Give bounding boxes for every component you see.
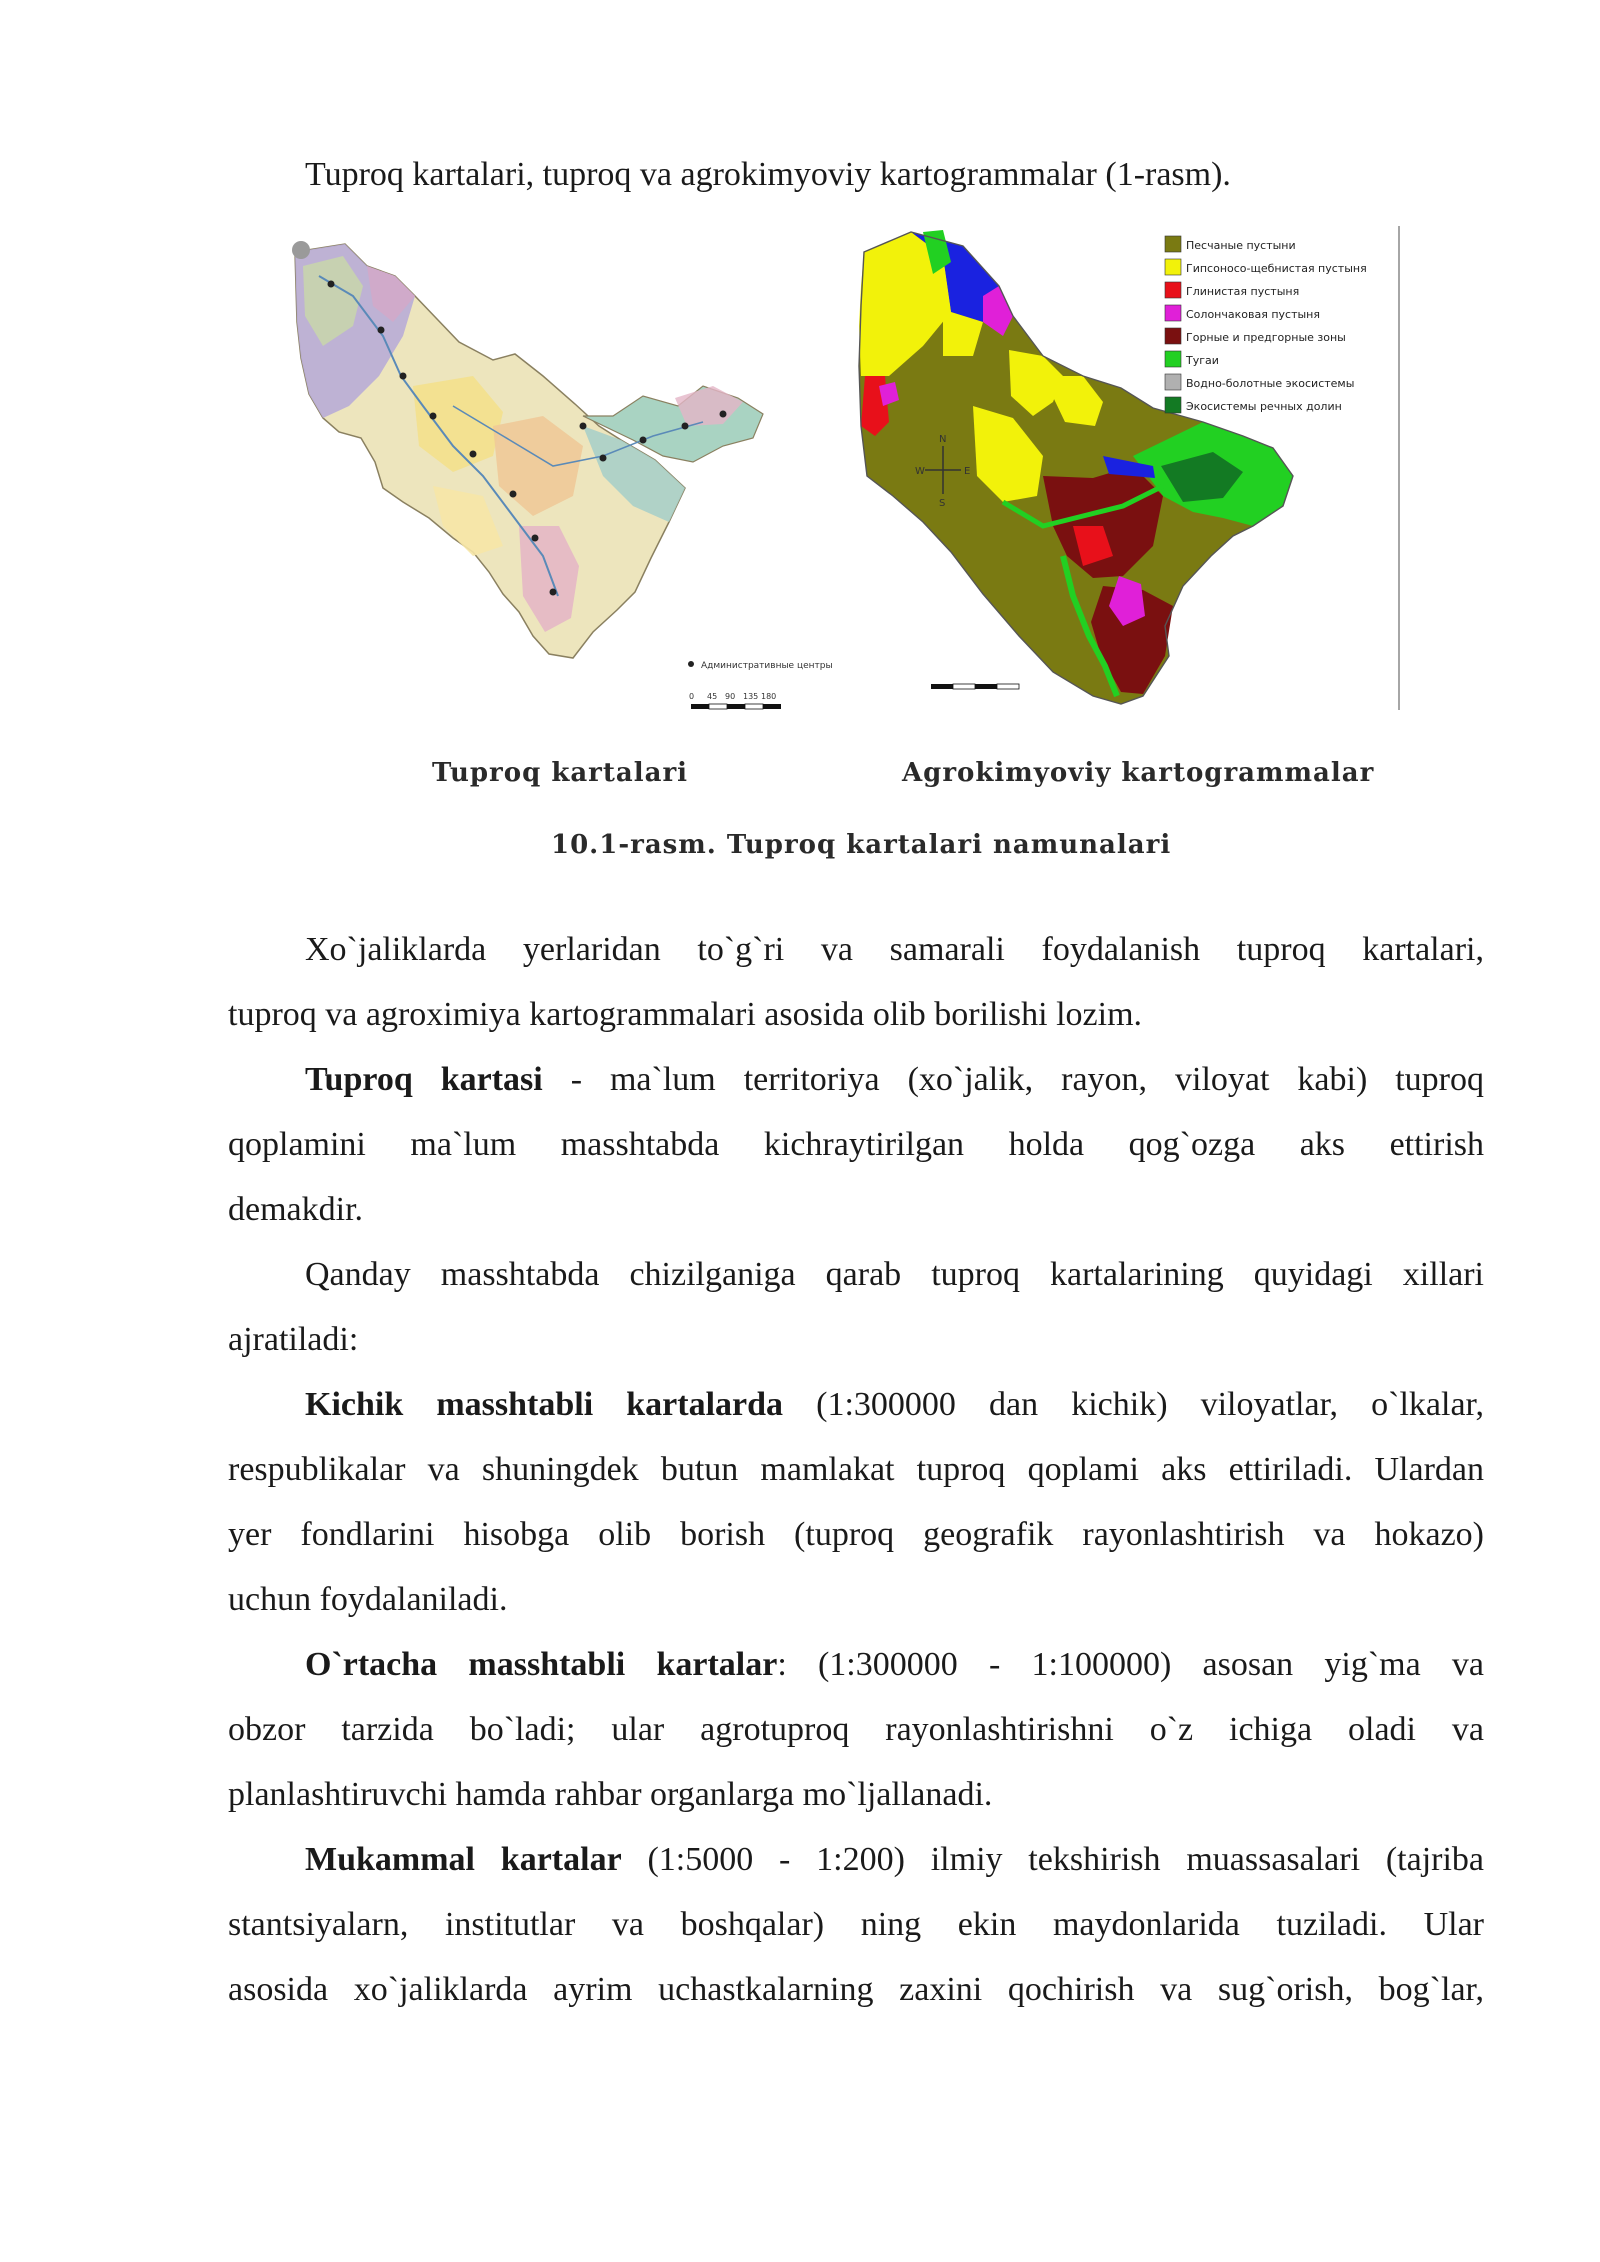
paragraph-3-line-1: Qanday masshtabda chizilganiga qarab tuproq kartalarining quyidagi xillari (305, 1256, 1484, 1293)
paragraph-6-line-1: Mukammal kartalar (1:5000 - 1:200) ilmiy tekshirish muassasalari (tajriba (305, 1841, 1485, 1878)
scale-tick: 90 (725, 692, 736, 701)
scale-tick: 135 (743, 692, 759, 701)
paragraph-4-line-3: yer fondlarini hisobga olib borish (tuproq geografik rayonlashtirish va hokazo) (228, 1516, 1484, 1553)
soil-map-legend-item: Административные центры (701, 661, 833, 671)
compass-east: E (964, 466, 971, 477)
paragraph-6-line-3: asosida xo`jaliklarda ayrim uchastkalarning zaxini qochirish va sug`orish, bog`lar, (228, 1971, 1484, 2008)
legend-label: Гипсоносо-щебнистая пустыня (1186, 262, 1367, 275)
legend-swatch (1165, 305, 1181, 321)
compass-north: N (939, 434, 947, 445)
legend-swatch (1165, 259, 1181, 275)
legend-label: Песчаные пустыни (1186, 239, 1296, 252)
paragraph-2-line-2: qoplamini ma`lum masshtabda kichraytirilgan holda qog`ozga aks ettirish (228, 1126, 1484, 1163)
paragraph-5-line-2: obzor tarzida bo`ladi; ular agrotuproq rayonlashtirishni o`z ichiga oladi va (228, 1711, 1484, 1748)
paragraph-4-line-2: respublikalar va shuningdek butun mamlakat tuproq qoplami aks ettiriladi. Ulardan (228, 1451, 1484, 1488)
legend-label: Горные и предгорные зоны (1186, 331, 1346, 344)
paragraph-4-line-4: uchun foydalaniladi. (228, 1581, 508, 1618)
legend-swatch (1165, 351, 1181, 367)
term-mukammal-kartalar: Mukammal kartalar (305, 1841, 622, 1878)
legend-swatch (1165, 374, 1181, 390)
paragraph-1-line-1: Xo`jaliklarda yerlaridan to`g`ri va samarali foydalanish tuproq kartalari, (305, 931, 1484, 968)
scale-tick: 0 (689, 692, 695, 701)
agrochemical-map (859, 226, 1399, 710)
agrochemical-map-legend (1165, 236, 1367, 413)
paragraph-2-line-1: Tuproq kartasi - ma`lum territoriya (xo`jalik, rayon, viloyat kabi) tuproq (305, 1061, 1484, 1098)
paragraph-1-line-2: tuproq va agroximiya kartogrammalari asosida olib borilishi lozim. (228, 996, 1143, 1033)
legend-swatch (1165, 282, 1181, 298)
paragraph-4-line-1: Kichik masshtabli kartalarda (1:300000 dan kichik) viloyatlar, o`lkalar, (305, 1386, 1484, 1423)
legend-label: Солончаковая пустыня (1186, 308, 1320, 321)
soil-map-scalebar (689, 692, 781, 709)
legend-label: Тугаи (1186, 354, 1219, 367)
compass-west: W (915, 466, 925, 477)
legend-label: Водно-болотные экосистемы (1186, 377, 1355, 390)
term-kichik-masshtabli: Kichik masshtabli kartalarda (305, 1386, 784, 1423)
paragraph-2-line-3: demakdir. (228, 1191, 364, 1228)
scale-tick: 45 (707, 692, 718, 701)
term-tuproq-kartasi: Tuproq kartasi (305, 1061, 543, 1098)
legend-swatch (1165, 328, 1181, 344)
term-ortacha-masshtabli: O`rtacha masshtabli kartalar (305, 1646, 778, 1683)
figure-caption: 10.1-rasm. Tuproq kartalari namunalari (551, 830, 1172, 860)
caption-agrochemical-maps: Agrokimyoviy kartogrammalar (902, 758, 1375, 788)
intro-line: Tuproq kartalari, tuproq va agrokimyoviy kartogrammalar (1-rasm). (305, 156, 1231, 193)
legend-label: Глинистая пустыня (1186, 285, 1300, 298)
agrochemical-map-scalebar (931, 684, 1019, 689)
scale-tick: 180 (761, 692, 777, 701)
paragraph-5-line-1: O`rtacha masshtabli kartalar: (1:300000 - 1:100000) asosan yig`ma va (305, 1646, 1484, 1683)
caption-soil-maps: Tuproq kartalari (432, 758, 689, 788)
soil-map (292, 241, 833, 709)
paragraph-6-line-2: stantsiyalarn, institutlar va boshqalar) ning ekin maydonlarida tuziladi. Ular (228, 1906, 1484, 1943)
compass-south: S (939, 498, 946, 509)
figure-soil-maps (283, 226, 1408, 726)
paragraph-3-line-2: ajratiladi: (228, 1321, 359, 1358)
legend-swatch (1165, 397, 1181, 413)
legend-label: Экосистемы речных долин (1186, 400, 1342, 413)
paragraph-5-line-3: planlashtiruvchi hamda rahbar organlarga mo`ljallanadi. (228, 1776, 993, 1813)
legend-swatch (1165, 236, 1181, 252)
